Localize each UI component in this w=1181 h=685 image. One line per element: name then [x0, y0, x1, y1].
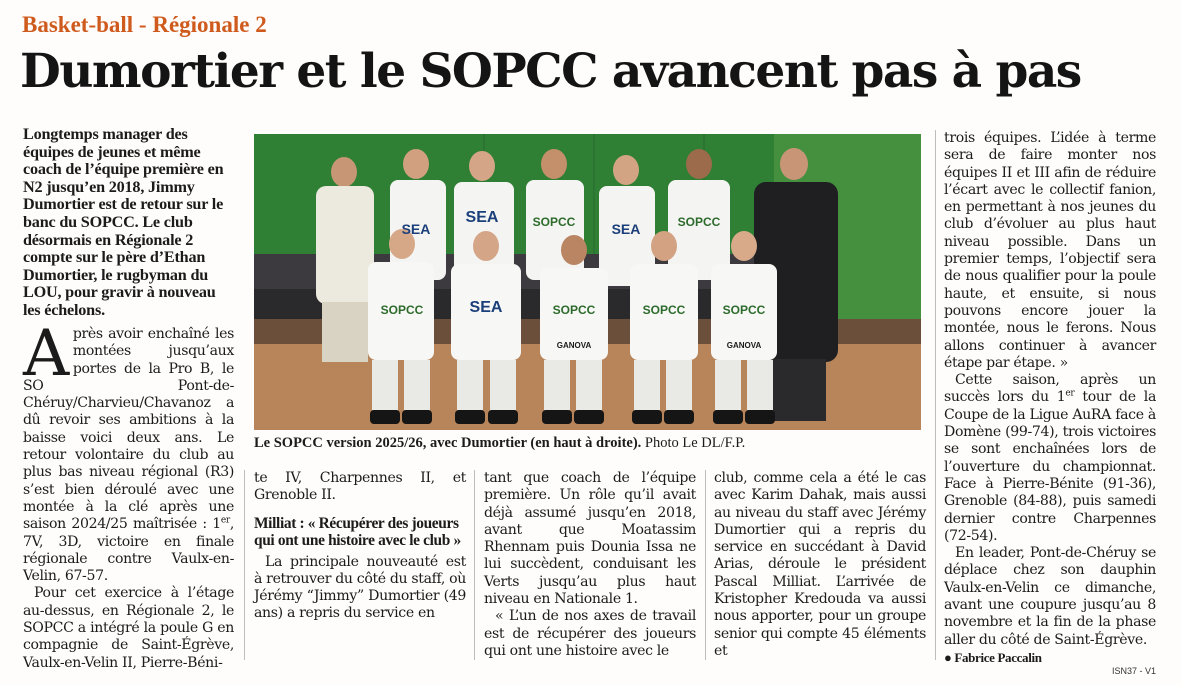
- column-divider: [474, 470, 475, 660]
- paragraph: « L’un de nos axes de travail est de récupérer des joueurs qui ont une histoire avec le: [484, 608, 696, 659]
- drop-cap: A: [23, 317, 69, 391]
- article-column-4: [714, 470, 926, 660]
- caption-text: Le SOPCC version 2025/26, avec Dumortier (en haut à droite).: [254, 435, 642, 451]
- article-headline: Dumortier et le SOPCC avancent pas à pas: [20, 44, 1081, 99]
- bullet-icon: ●: [944, 649, 952, 665]
- paragraph-text: tour de la Coupe de la Ligue AuRA face à Domène (99-74), trois victoires se sont enchaînées lors de l’ouverture du championnat. Face à Pierre-Bénite (91-36), Grenoble (84-88), puis samedi dernier contre Charpennes (72-54).: [944, 389, 1156, 544]
- column-divider: [244, 470, 245, 660]
- page-folio: ISN37 - V1: [1112, 666, 1157, 676]
- article-column-2: [254, 470, 466, 623]
- paragraph: Pour cet exercice à l’étage au-dessus, en Régionale 2, le SOPCC a intégré la poule G en compagnie de Saint-Égrève, Vaulx-en-Velin II, Pierre-Béni-: [23, 585, 234, 671]
- paragraph: En leader, Pont-de-Chéruy se déplace chez son dauphin Vaulx-en-Velin ce dimanche, avant une coupure jusqu’au 8 novembre et la fin de la phase aller du côté de Saint-Égrève.: [944, 545, 1156, 648]
- sponsor-label: SEA: [611, 221, 641, 237]
- author-name: Fabrice Paccalin: [954, 649, 1042, 665]
- paragraph: [944, 372, 1156, 545]
- paragraph: trois équipes. L’idée à terme sera de faire monter nos équipes II et III afin de réduire l’écart avec le collectif fanion, en permettant à nos jeunes du club d’évoluer au plus haut niveau possible. Dans un premier temps, l’objectif sera de nous qualifier pour la poule haute, et ensuite, si nous pouvons encore jouer la montée, nous le ferons. Nous allons continuer à avancer étape par étape. »: [944, 130, 1156, 371]
- ordinal-suffix: er: [220, 515, 230, 526]
- paragraph-text: Cette saison, après un succès lors du 1: [944, 372, 1156, 406]
- paragraph: club, comme cela a été le cas avec Karim Dahak, mais aussi au niveau du staff avec Jérémy Dumortier qui a repris du service en succédant à David Arias, déroule le président Pascal Milliat. L’arrivée de Kristopher Kredouda va aussi nous apporter, pour un groupe senior qui compte 45 éléments et: [714, 470, 926, 659]
- team-photo-illustration: [254, 134, 921, 430]
- paragraph: te IV, Charpennes II, et Grenoble II.: [254, 470, 466, 504]
- photo-caption: [254, 435, 934, 452]
- intertitle: Milliat : « Récupérer des joueurs qui ont une histoire avec le club »: [254, 514, 461, 550]
- ordinal-suffix: er: [1065, 388, 1075, 399]
- paragraph: La principale nouveauté est à retrouver du côté du staff, où Jérémy “Jimmy” Dumortier (49 ans) a repris du service en: [254, 553, 467, 622]
- jersey-label: SOPCC: [677, 215, 721, 229]
- article-column-1: [23, 317, 234, 672]
- jersey-label: SOPCC: [532, 215, 576, 229]
- paragraph: [23, 317, 234, 585]
- article-column-3: [484, 470, 696, 660]
- jersey-label: SOPCC: [722, 303, 766, 317]
- jersey-label: SOPCC: [552, 303, 596, 317]
- paragraph-text: , 7V, 3D, victoire en finale régionale contre Vaulx-en-Velin, 67-57.: [23, 516, 234, 585]
- sponsor-label-2: GANOVA: [726, 341, 762, 350]
- jersey-label: SOPCC: [380, 303, 424, 317]
- column-divider: [935, 130, 936, 660]
- section-kicker: Basket-ball - Régionale 2: [22, 12, 267, 37]
- sponsor-label-2: GANOVA: [556, 341, 592, 350]
- sponsor-label: SEA: [469, 299, 503, 316]
- article-column-5: [944, 130, 1156, 666]
- jersey-label: SOPCC: [642, 303, 686, 317]
- sponsor-label: SEA: [401, 221, 431, 237]
- author-signature: [944, 649, 1156, 666]
- sponsor-label: SEA: [465, 209, 499, 226]
- column-divider: [705, 470, 706, 660]
- team-photo: [254, 134, 921, 430]
- paragraph-text: près avoir enchaîné les montées jusqu’aux portes de la Pro B, le SO Pont-de-Chéruy/Charvieu/Chavanoz a dû revoir ses ambitions à la baisse voici deux ans. Le retour volontaire du club au plus bas niveau régional (R3) s’est bien déroulé avec une montée à la clé après une saison 2024/25 maîtrisée : 1: [23, 326, 234, 533]
- photo-credit: Photo Le DL/F.P.: [644, 435, 746, 451]
- paragraph: tant que coach de l’équipe première. Un rôle qu’il avait déjà assumé jusqu’en 2018, avant que Moatassim Rhennam puis Dounia Issa ne lui succèdent, conduisant les Verts jusqu’au plus haut niveau en Nationale 1.: [484, 470, 696, 608]
- article-standfirst: Longtemps manager des équipes de jeunes et même coach de l’équipe première en N2 jusqu’en 2018, Jimmy Dumortier est de retour sur le banc du SOPCC. Le club désormais en Régionale 2 compte sur le père d’Ethan Dumortier, le rugbyman du LOU, pour gravir à nouveau les échelons.: [23, 125, 224, 319]
